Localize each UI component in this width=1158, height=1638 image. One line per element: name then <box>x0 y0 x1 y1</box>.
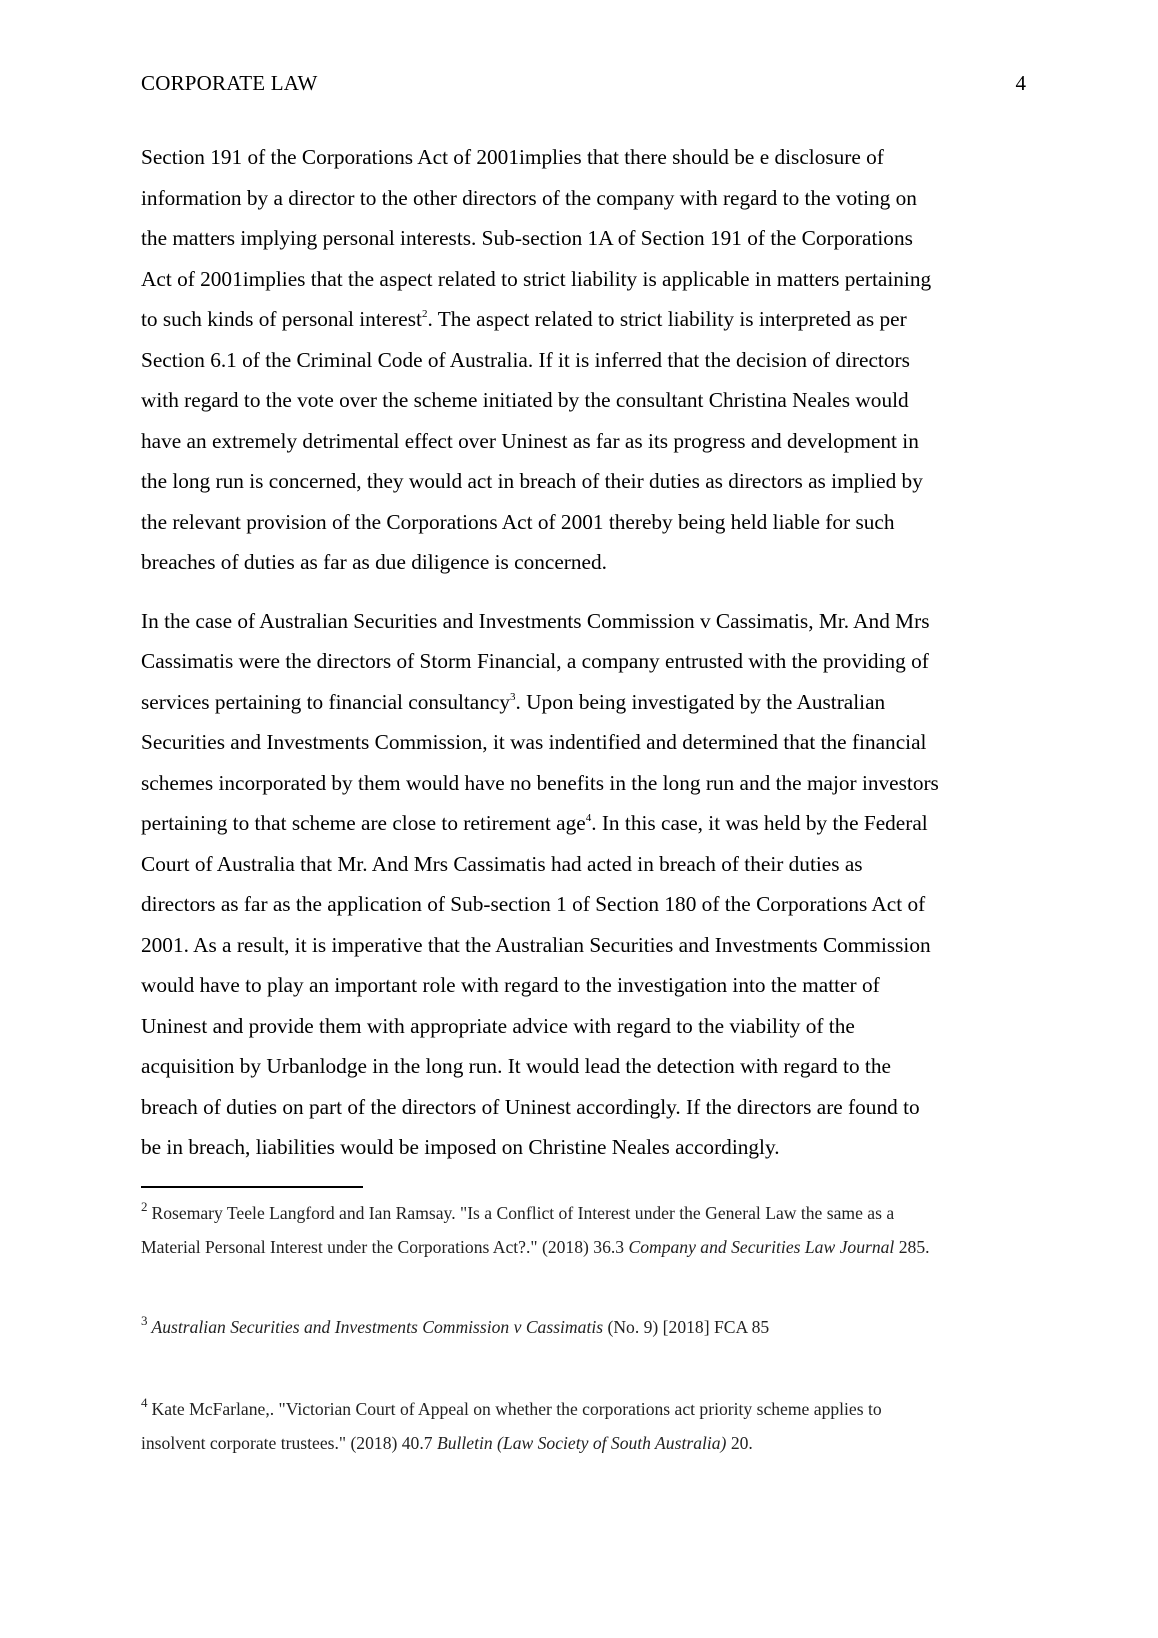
page-number: 4 <box>1015 71 1026 95</box>
footnote-line <box>141 1310 1041 1344</box>
footnote-number: 2 <box>141 1199 148 1214</box>
footnote-4 <box>141 1392 1041 1460</box>
footnote-line <box>141 1196 1041 1230</box>
text-line: Section 6.1 of the Criminal Code of Australia. If it is inferred that the decision of directors <box>141 347 910 372</box>
text-line: the matters implying personal interests. Sub-section 1A of Section 191 of the Corporations <box>141 226 913 250</box>
text-line <box>141 803 1033 844</box>
text-line: directors as far as the application of Sub-section 1 of Section 180 of the Corporations Act of <box>141 892 926 916</box>
text-line: with regard to the vote over the scheme initiated by the consultant Christina Neales would <box>141 388 909 412</box>
footnote-reference-3[interactable]: 3 <box>510 690 516 703</box>
footnote-2 <box>141 1196 1041 1264</box>
text-segment: . The aspect related to strict liability is interpreted as per <box>427 307 907 331</box>
footnote-3 <box>141 1310 1041 1344</box>
footnote-text: insolvent corporate trustees." (2018) 40.7 <box>141 1433 437 1453</box>
footnote-text: (No. 9) [2018] FCA 85 <box>603 1317 770 1337</box>
journal-title: Company and Securities Law Journal <box>628 1237 895 1257</box>
text-segment: to such kinds of personal interest <box>141 307 422 331</box>
text-line: the long run is concerned, they would act in breach of their duties as directors as implied by <box>141 469 923 493</box>
footnote-line <box>141 1230 1041 1264</box>
paragraph-2 <box>141 601 1033 1168</box>
footnote-text: 285. <box>894 1237 930 1257</box>
footnote-separator <box>141 1186 363 1188</box>
text-line <box>141 682 1033 723</box>
footnote-text: Rosemary Teele Langford and Ian Ramsay. "Is a Conflict of Interest under the General Law the same as a <box>151 1203 895 1223</box>
body-text <box>141 137 1033 1168</box>
case-name: Australian Securities and Investments Commission v Cassimatis <box>151 1317 604 1337</box>
text-line: 2001. As a result, it is imperative that the Australian Securities and Investments Commission <box>141 932 931 957</box>
text-segment: . Upon being investigated by the Australian <box>515 689 886 714</box>
footnote-line <box>141 1426 1041 1460</box>
text-line: Cassimatis were the directors of Storm Financial, a company entrusted with the providing of <box>141 649 929 673</box>
footnote-number: 3 <box>141 1313 148 1328</box>
text-line: breaches of duties as far as due diligence is concerned. <box>141 550 607 574</box>
footnote-reference-4[interactable]: 4 <box>585 812 592 824</box>
footnote-line <box>141 1392 1041 1426</box>
journal-title: Bulletin (Law Society of South Australia) <box>436 1433 727 1453</box>
text-line: Uninest and provide them with appropriate advice with regard to the viability of the <box>141 1013 855 1038</box>
footnote-number: 4 <box>141 1395 148 1410</box>
text-line: Section 191 of the Corporations Act of 2001implies that there should be e disclosure of <box>141 145 884 169</box>
text-line: Securities and Investments Commission, it was indentified and determined that the financial <box>141 730 927 754</box>
footnote-text: Kate McFarlane,. "Victorian Court of Appeal on whether the corporations act priority scheme applies to <box>151 1399 882 1419</box>
text-line: In the case of Australian Securities and Investments Commission v Cassimatis, Mr. And Mrs <box>141 608 930 633</box>
footnote-text: Material Personal Interest under the Corporations Act?." (2018) 36.3 <box>141 1237 629 1257</box>
text-line: have an extremely detrimental effect over Uninest as far as its progress and development in <box>141 428 919 453</box>
text-line: acquisition by Urbanlodge in the long run. It would lead the detection with regard to the <box>141 1054 891 1078</box>
footnote-text: 20. <box>726 1433 753 1453</box>
text-line: breach of duties on part of the directors of Uninest accordingly. If the directors are found to <box>141 1094 920 1119</box>
text-line: be in breach, liabilities would be imposed on Christine Neales accordingly. <box>141 1135 780 1159</box>
text-line: information by a director to the other directors of the company with regard to the voting on <box>141 185 917 210</box>
paragraph-1 <box>141 137 1033 583</box>
running-head-title: CORPORATE LAW <box>141 71 318 95</box>
text-segment: pertaining to that scheme are close to retirement age <box>141 811 586 835</box>
text-segment: services pertaining to financial consultancy <box>141 689 511 714</box>
text-line: schemes incorporated by them would have no benefits in the long run and the major investors <box>141 770 939 795</box>
text-line: Act of 2001implies that the aspect related to strict liability is applicable in matters pertaining <box>141 266 932 291</box>
text-segment: . In this case, it was held by the Federal <box>591 811 928 835</box>
text-line <box>141 299 1033 340</box>
text-line: Court of Australia that Mr. And Mrs Cassimatis had acted in breach of their duties as <box>141 851 863 876</box>
footnote-reference-2[interactable]: 2 <box>421 308 428 320</box>
text-line: the relevant provision of the Corporations Act of 2001 thereby being held liable for such <box>141 509 895 534</box>
text-line: would have to play an important role with regard to the investigation into the matter of <box>141 973 880 997</box>
